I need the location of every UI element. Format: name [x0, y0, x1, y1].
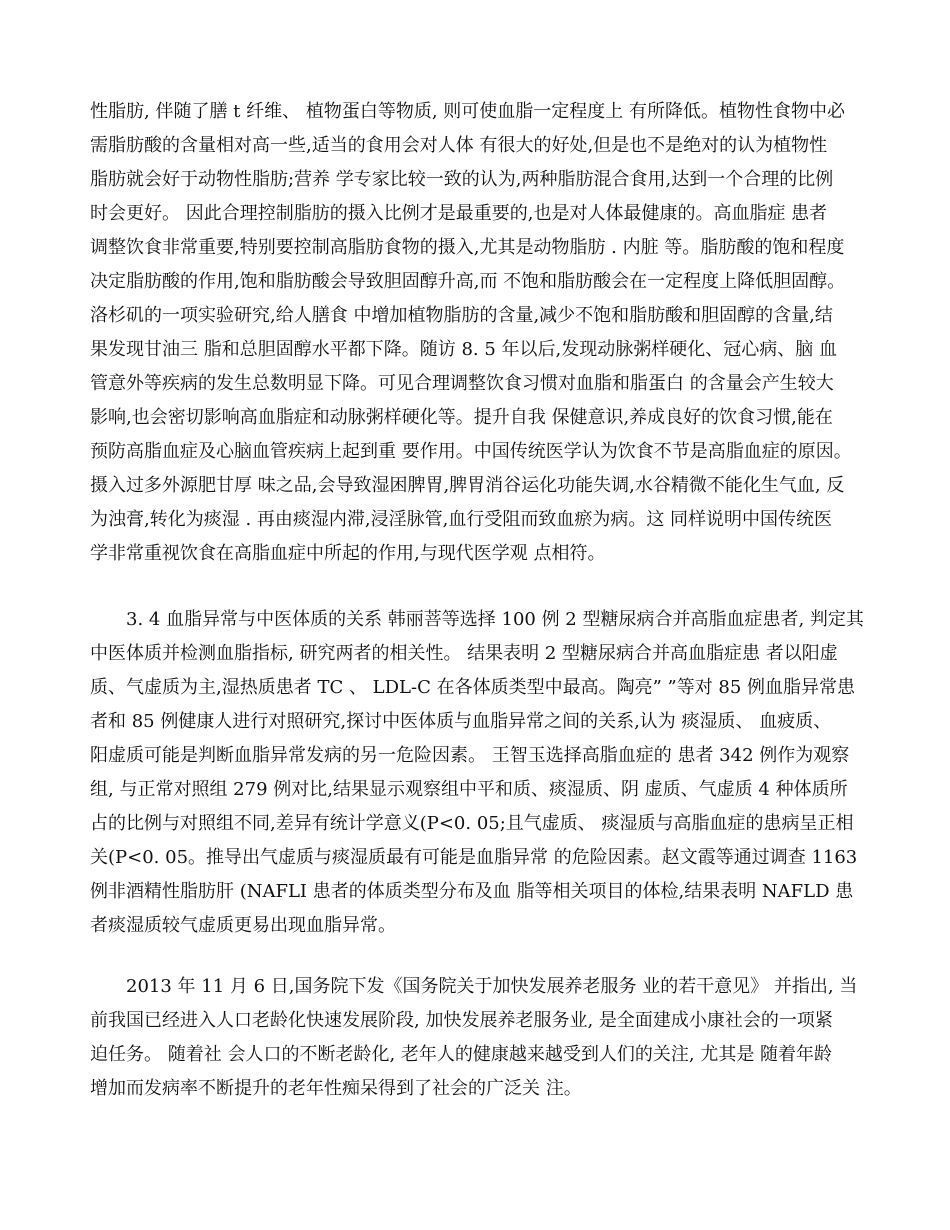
- text-line: 2013 年 11 月 6 日,国务院下发《国务院关于加快发展养老服务 业的若干意见》 并指出, 当: [126, 976, 858, 997]
- text-line: 预防高脂血症及心脑血管疾病上起到重 要作用。中国传统医学认为饮食不节是高脂血症的原因。: [90, 441, 852, 462]
- text-line: 阳虚质可能是判断血脂异常发病的另一危险因素。 王智玉选择高脂血症的 患者 342 例作为观察: [90, 745, 850, 766]
- text-line: 摄入过多外源肥甘厚 味之品,会导致湿困脾胃,脾胃消谷运化功能失调,水谷精微不能化生气血, 反: [90, 475, 845, 496]
- text-line: 时会更好。 因此合理控制脂肪的摄入比例才是最重要的,也是对人体最健康的。高血脂症 患者: [90, 203, 828, 224]
- text-line: 学非常重视饮食在高脂血症中所起的作用,与现代医学观 点相符。: [90, 543, 606, 564]
- text-line: 性脂肪, 伴随了膳 t 纤维、 植物蛋白等物质, 则可使血脂一定程度上 有所降低。植物性食物中必: [90, 101, 846, 122]
- text-line: 管意外等疾病的发生总数明显下降。可见合理调整饮食习惯对血脂和脂蛋白 的含量会产生较大: [90, 373, 834, 394]
- text-line: 者痰湿质较气虚质更易出现血脂异常。: [90, 915, 396, 936]
- paragraph-diet-and-blood-lipids: [90, 95, 880, 571]
- text-line: 者和 85 例健康人进行对照研究,探讨中医体质与血脂异常之间的关系,认为 痰湿质、 血疲质、: [90, 711, 832, 732]
- text-line: 需脂肪酸的含量相对高一些,适当的食用会对人体 有很大的好处,但是也不是绝对的认为植物性: [90, 135, 828, 156]
- text-line: 决定脂肪酸的作用,饱和脂肪酸会导致胆固醇升高,而 不饱和脂肪酸会在一定程度上降低胆固醇。: [90, 271, 846, 292]
- text-line: 迫任务。 随着社 会人口的不断老龄化, 老年人的健康越来越受到人们的关注, 尤其是 随着年龄: [90, 1044, 833, 1065]
- paragraph-tcm-constitution: [90, 603, 880, 943]
- text-line: 影响,也会密切影响高血脂症和动脉粥样硬化等。提升自我 保健意识,养成良好的饮食习惯,能在: [90, 407, 833, 428]
- text-line: 脂肪就会好于动物性脂肪;营养 学专家比较一致的认为,两种脂肪混合食用,达到一个合理的比例: [90, 169, 834, 190]
- text-line: 调整饮食非常重要,特别要控制高脂肪食物的摄入,尤其是动物脂肪 . 内脏 等。脂肪酸的饱和程度: [90, 237, 845, 258]
- text-line: 洛杉矶的一项实验研究,给人膳食 中增加植物脂肪的含量,减少不饱和脂肪酸和胆固醇的含量,结: [90, 305, 833, 326]
- text-line: 增加而发病率不断提升的老年性痴呆得到了社会的广泛关 注。: [90, 1078, 582, 1099]
- text-line: 例非酒精性脂肪肝 (NAFLI 患者的体质类型分布及血 脂等相关项目的体检,结果表明 NAFLD 患: [90, 881, 854, 902]
- text-line: 占的比例与对照组不同,差异有统计学意义(P<0. 05;且气虚质、 痰湿质与高脂血症的患病呈正相: [90, 813, 854, 834]
- text-line: 组, 与正常对照组 279 例对比,结果显示观察组中平和质、痰湿质、阴 虚质、气虚质 4 种体质所: [90, 779, 848, 800]
- text-line: 质、气虚质为主,湿热质患者 TC 、 LDL-C 在各体质类型中最高。陶亮” ”等对 85 例血脂异常患: [90, 677, 856, 698]
- text-line: 关(P<0. 05。推导出气虚质与痰湿质最有可能是血脂异常 的危险因素。赵文霞等通过调查 1163: [90, 847, 858, 868]
- text-line: 3. 4 血脂异常与中医体质的关系 韩丽菩等选择 100 例 2 型糖尿病合并高脂血症患者, 判定其: [126, 609, 864, 630]
- text-line: 为浊膏,转化为痰湿 . 再由痰湿内滞,浸淫脉管,血行受阻而致血瘀为病。这 同样说明中国传统医: [90, 509, 833, 530]
- text-line: 中医体质并检测血脂指标, 研究两者的相关性。 结果表明 2 型糖尿病合并高血脂症患 者以阳虚: [90, 643, 838, 664]
- text-line: 果发现甘油三 脂和总胆固醇水平都下降。随访 8. 5 年以后,发现动脉粥样硬化、冠心病、脑 血: [90, 339, 837, 360]
- text-line: 前我国已经进入人口老龄化快速发展阶段, 加快发展养老服务业, 是全面建成小康社会的一项紧: [90, 1010, 833, 1031]
- paragraph-elderly-care-policy: [90, 970, 880, 1106]
